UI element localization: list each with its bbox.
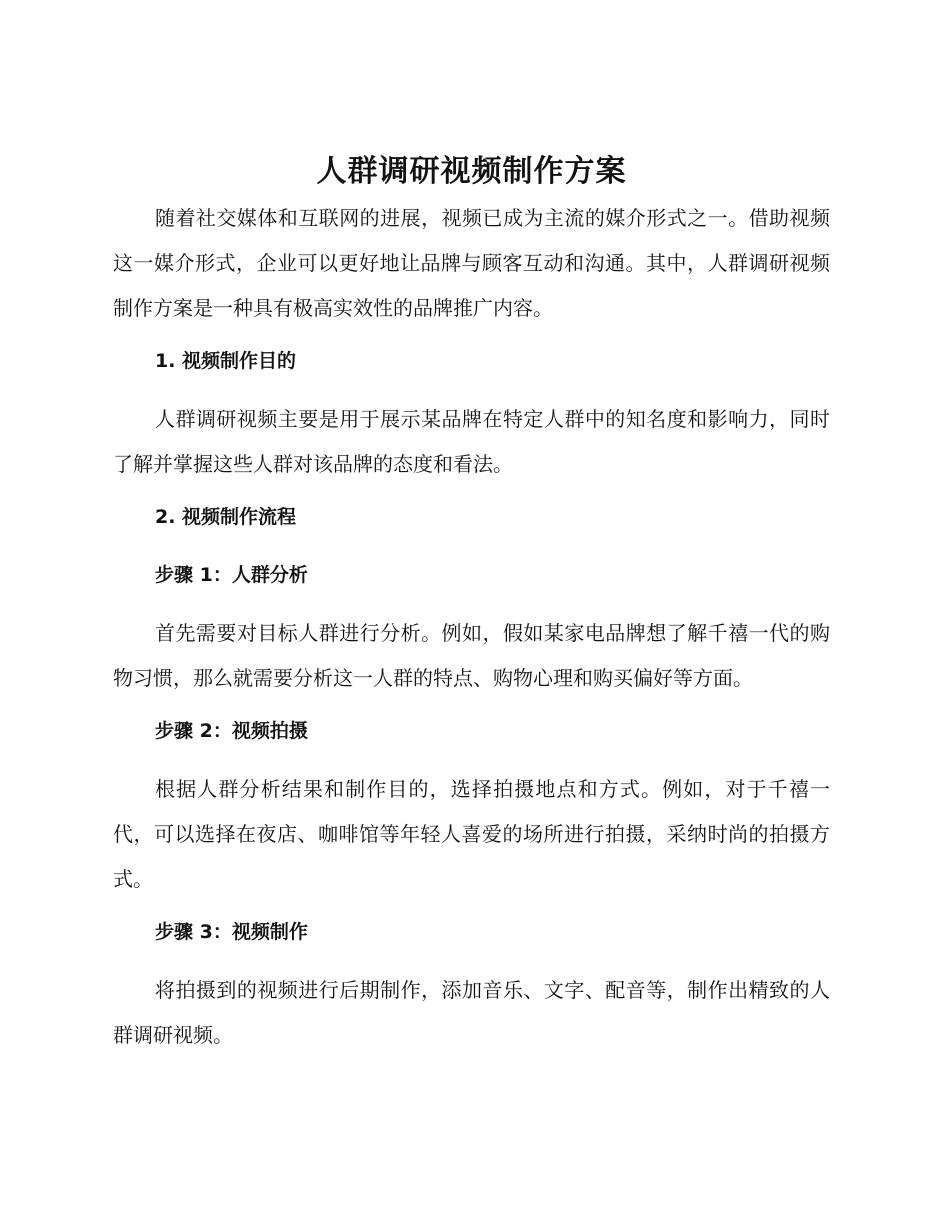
step-paragraph-1: 首先需要对目标人群进行分析。例如，假如某家电品牌想了解千禧一代的购物习惯，那么就需要分析这一人群的特点、购物心理和购买偏好等方面。 (113, 621, 830, 690)
step-heading-1: 步骤 1：人群分析 (155, 564, 308, 586)
document-page (113, 150, 830, 1066)
step-paragraph-2: 根据人群分析结果和制作目的，选择拍摄地点和方式。例如，对于千禧一代，可以选择在夜店、咖啡馆等年轻人喜爱的场所进行拍摄，采纳时尚的拍摄方式。 (113, 777, 830, 891)
step-heading-2: 步骤 2：视频拍摄 (155, 720, 308, 742)
intro-paragraph: 随着社交媒体和互联网的进展，视频已成为主流的媒介形式之一。借助视频这一媒介形式，企业可以更好地让品牌与顾客互动和沟通。其中，人群调研视频制作方案是一种具有极高实效性的品牌推广内容。 (113, 206, 830, 320)
section-heading-purpose: 1. 视频制作目的 (155, 350, 297, 372)
step-heading-3: 步骤 3：视频制作 (155, 921, 308, 943)
step-paragraph-3: 将拍摄到的视频进行后期制作，添加音乐、文字、配音等，制作出精致的人群调研视频。 (113, 978, 830, 1047)
section-heading-process: 2. 视频制作流程 (155, 506, 297, 528)
purpose-paragraph: 人群调研视频主要是用于展示某品牌在特定人群中的知名度和影响力，同时了解并掌握这些人群对该品牌的态度和看法。 (113, 407, 830, 476)
document-title: 人群调研视频制作方案 (316, 154, 627, 189)
